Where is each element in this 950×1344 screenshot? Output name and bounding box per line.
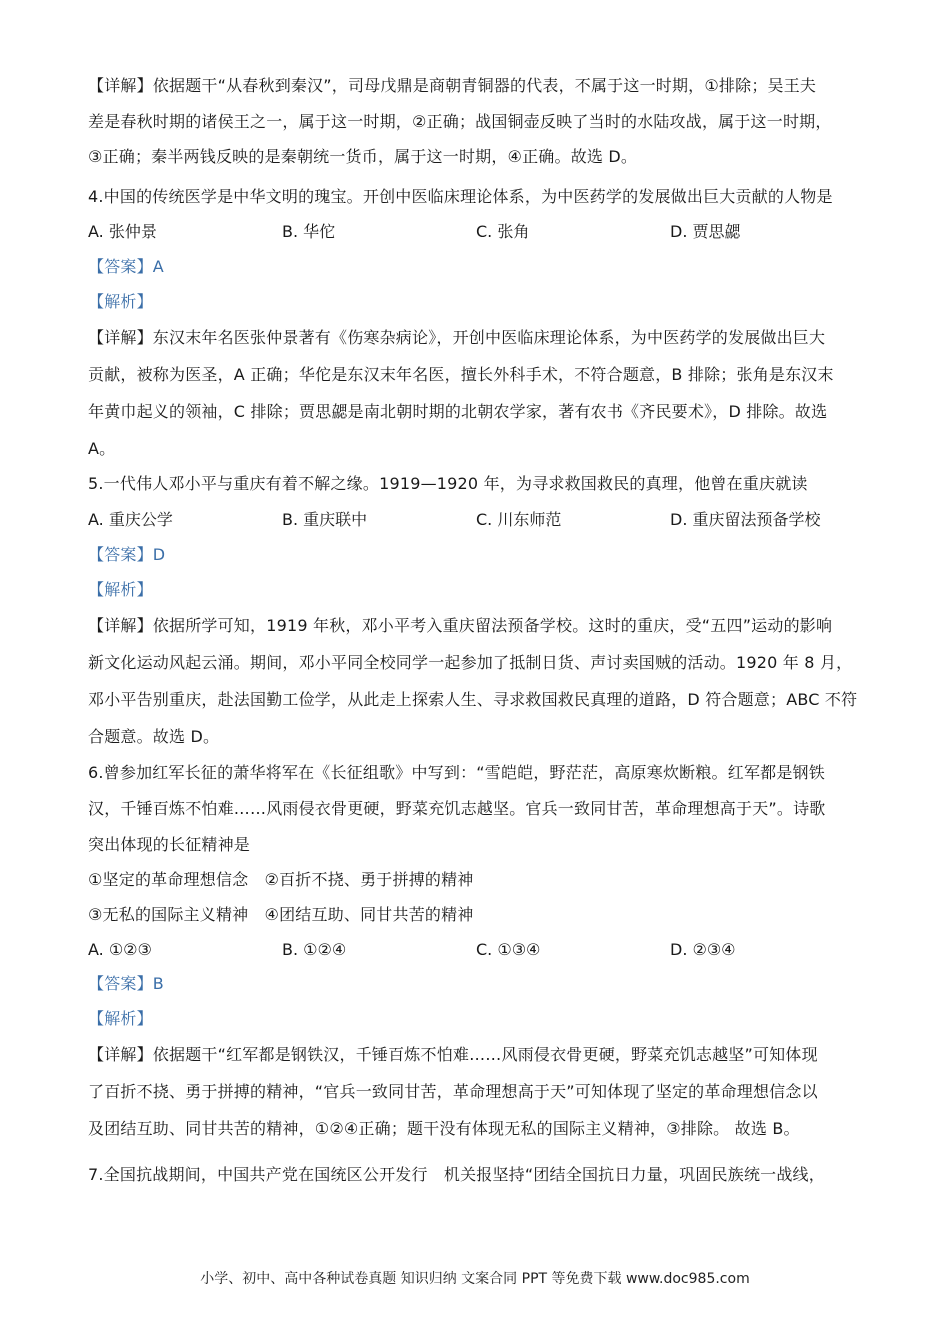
q6-statement-1-2: ①坚定的革命理想信念 ②百折不挠、勇于拼搏的精神 (88, 870, 474, 889)
q4-explanation-line-4: A。 (88, 439, 116, 458)
q5-analysis-label: 【解析】 (88, 580, 153, 599)
q6-option-d: D. ②③④ (670, 940, 736, 959)
q6-explanation-line-1: 【详解】依据题干“红军都是钢铁汉，千锤百炼不怕难……风雨侵衣骨更硬，野菜充饥志越坚”可知体现 (88, 1045, 818, 1064)
q4-explanation-line-2: 贡献，被称为医圣，A 正确；华佗是东汉末年名医，擅长外科手术，不符合题意，B 排除；张角是东汉末 (88, 365, 834, 384)
q5-explanation-line-1: 【详解】依据所学可知，1919 年秋，邓小平考入重庆留法预备学校。这时的重庆，受“五四”运动的影响 (88, 616, 833, 635)
page-footer: 小学、初中、高中各种试卷真题 知识归纳 文案合同 PPT 等免费下载 www.doc985.com (200, 1271, 750, 1287)
q4-option-a: A. 张仲景 (88, 222, 157, 241)
q6-analysis-label: 【解析】 (88, 1009, 153, 1028)
q3-explanation-line-2: 差是春秋时期的诸侯王之一，属于这一时期，②正确；战国铜壶反映了当时的水陆攻战，属于这一时期， (88, 112, 832, 131)
q5-answer: 【答案】D (88, 545, 166, 564)
q7-question-line-1: 7.全国抗战期间，中国共产党在国统区公开发行 机关报坚持“团结全国抗日力量，巩固民族统一战线， (88, 1165, 825, 1184)
q3-explanation-line-3: ③正确；秦半两钱反映的是秦朝统一货币，属于这一时期，④正确。故选 D。 (88, 147, 638, 166)
q6-question-line-2: 汉，千锤百炼不怕难……风雨侵衣骨更硬，野菜充饥志越坚。官兵一致同甘苦，革命理想高于天”。诗歌 (88, 799, 826, 818)
q5-option-b: B. 重庆联中 (282, 510, 368, 529)
q5-explanation-line-4: 合题意。故选 D。 (88, 727, 220, 746)
q4-option-b: B. 华佗 (282, 222, 336, 241)
q4-explanation-line-3: 年黄巾起义的领袖，C 排除；贾思勰是南北朝时期的北朝农学家，著有农书《齐民要术》，D 排除。故选 (88, 402, 828, 421)
q3-explanation-line-1: 【详解】依据题干“从春秋到秦汉”，司母戊鼎是商朝青铜器的代表，不属于这一时期，①排除；吴王夫 (88, 76, 817, 95)
q4-analysis-label: 【解析】 (88, 292, 153, 311)
q6-answer: 【答案】B (88, 974, 164, 993)
q5-option-c: C. 川东师范 (476, 510, 562, 529)
q5-option-a: A. 重庆公学 (88, 510, 173, 529)
q6-option-c: C. ①③④ (476, 940, 541, 959)
q6-question-line-3: 突出体现的长征精神是 (88, 835, 251, 854)
q6-option-b: B. ①②④ (282, 940, 347, 959)
q6-statement-3-4: ③无私的国际主义精神 ④团结互助、同甘共苦的精神 (88, 905, 474, 924)
q6-explanation-line-2: 了百折不挠、勇于拼搏的精神，“官兵一致同甘苦，革命理想高于天”可知体现了坚定的革命理想信念以 (88, 1082, 818, 1101)
q5-explanation-line-3: 邓小平告别重庆，赴法国勤工俭学，从此走上探索人生、寻求救国救民真理的道路，D 符合题意；ABC 不符 (88, 690, 858, 709)
q5-explanation-line-2: 新文化运动风起云涌。期间，邓小平同全校同学一起参加了抵制日货、声讨卖国贼的活动。1920 年 8 月， (88, 653, 853, 672)
q6-option-a: A. ①②③ (88, 940, 152, 959)
q4-answer: 【答案】A (88, 257, 164, 276)
q5-option-d: D. 重庆留法预备学校 (670, 510, 821, 529)
q6-explanation-line-3: 及团结互助、同甘共苦的精神，①②④正确；题干没有体现无私的国际主义精神，③排除。 故选 B。 (88, 1119, 800, 1138)
q4-option-c: C. 张角 (476, 222, 530, 241)
q4-question: 4.中国的传统医学是中华文明的瑰宝。开创中医临床理论体系，为中医药学的发展做出巨大贡献的人物是 (88, 187, 833, 206)
q4-option-d: D. 贾思勰 (670, 222, 741, 241)
q6-question-line-1: 6.曾参加红军长征的萧华将军在《长征组歌》中写到：“雪皑皑，野茫茫，高原寒炊断粮。红军都是钢铁 (88, 763, 825, 782)
q5-question: 5.一代伟人邓小平与重庆有着不解之缘。1919—1920 年，为寻求救国救民的真理，他曾在重庆就读 (88, 474, 808, 493)
q4-explanation-line-1: 【详解】东汉末年名医张仲景著有《伤寒杂病论》，开创中医临床理论体系，为中医药学的发展做出巨大 (88, 328, 826, 347)
